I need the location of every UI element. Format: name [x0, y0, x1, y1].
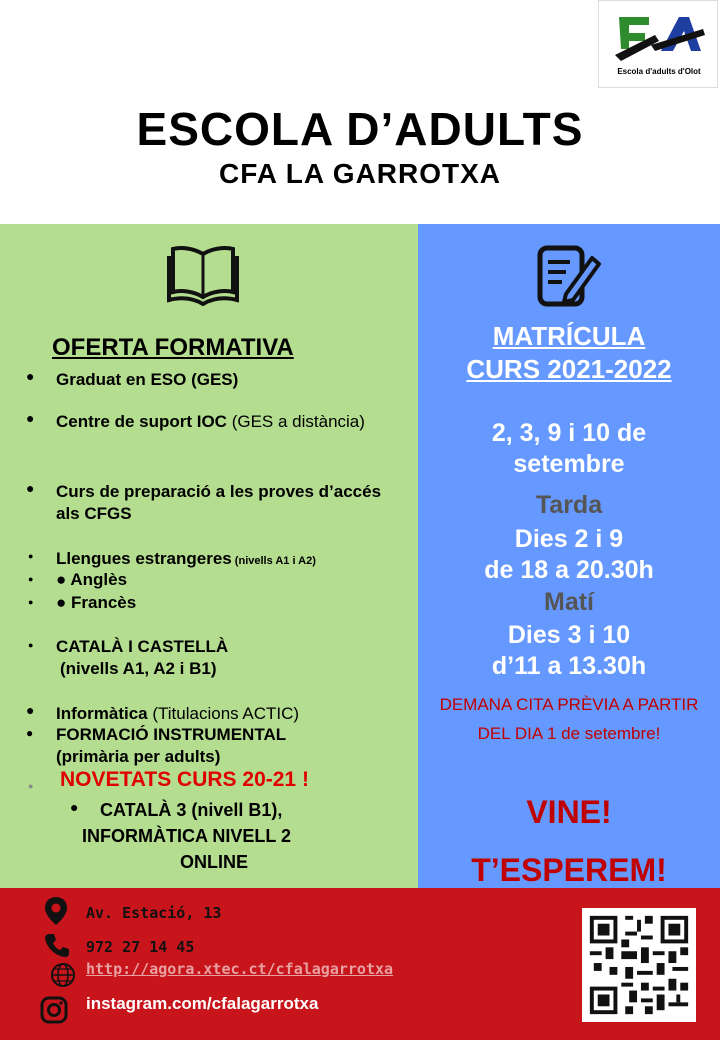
bullet-icon: ● [26, 726, 34, 740]
qr-code-icon [582, 908, 696, 1022]
offer-item: ● Francès [56, 593, 137, 612]
bullet-icon: ● [26, 410, 35, 426]
bullet-icon: ● [26, 368, 35, 384]
offer-item-detail: (nivells A1, A2 i B1) [60, 659, 217, 678]
news-line: ONLINE [180, 852, 249, 872]
appointment-notice: DEMANA CITA PRÈVIA A PARTIR DEL DIA 1 de setembre! [439, 695, 699, 743]
offer-item-detail: (primària per adults) [56, 747, 221, 766]
instagram-handle[interactable]: instagram.com/cfalagarrotxa [86, 994, 319, 1013]
bullet-icon: ● [28, 551, 34, 561]
bullet-icon: ● [26, 702, 35, 718]
afternoon-label: Tarda [535, 491, 603, 519]
school-logo [598, 0, 718, 88]
logo-caption: Escola d'adults d'Olot [617, 67, 701, 76]
offer-item: Graduat en ESO (GES) [56, 370, 239, 389]
offer-item: CATALÀ I CASTELLÀ [56, 637, 229, 656]
page-title: ESCOLA D’ADULTS [136, 103, 584, 155]
cta-come: VINE! [526, 794, 612, 830]
instagram-icon [40, 996, 68, 1024]
morning-label: Matí [544, 588, 594, 616]
bullet-icon: ● [28, 597, 34, 607]
offer-item: Informàtica (Titulacions ACTIC) [56, 704, 300, 723]
website-link[interactable]: http://agora.xtec.ct/cfalagarrotxa [86, 960, 394, 978]
offer-item: Llengues estrangeres (nivells A1 i A2) [56, 549, 316, 568]
offer-item: FORMACIÓ INSTRUMENTAL [56, 725, 287, 744]
open-book-icon [167, 244, 239, 306]
phone-text: 972 27 14 45 [86, 938, 195, 956]
bullet-icon: ● [28, 781, 34, 791]
contact-footer [0, 888, 720, 1040]
offer-title: OFERTA FORMATIVA [52, 334, 294, 361]
phone-icon [44, 932, 70, 958]
offer-item: Curs de preparació a les proves d’accés als CFGS [56, 482, 382, 523]
offer-item: Centre de suport IOC (GES a distància) [56, 412, 365, 431]
page-subtitle: CFA LA GARROTXA [218, 158, 502, 189]
news-title: NOVETATS CURS 20-21 ! [60, 768, 309, 791]
offer-panel [0, 224, 418, 888]
enrolment-dates: 2, 3, 9 i 10 de setembre [491, 419, 647, 478]
enrolment-title: MATRÍCULA CURS 2021-2022 [466, 321, 672, 384]
bullet-icon: ● [26, 480, 35, 496]
bullet-icon: ● [28, 640, 34, 650]
news-line: INFORMÀTICA NIVELL 2 [82, 826, 292, 846]
enrolment-panel [418, 224, 720, 888]
address-text: Av. Estació, 13 [86, 904, 222, 922]
news-line: CATALÀ 3 (nivell B1), [100, 800, 283, 820]
globe-icon [50, 962, 76, 988]
morning-schedule: Dies 3 i 10 d’11 a 13.30h [491, 621, 647, 680]
bullet-icon: ● [28, 574, 34, 584]
ea-logo-icon [611, 11, 707, 67]
bullet-icon: ● [70, 799, 79, 815]
cta-waiting: T’ESPEREM! [471, 852, 667, 888]
location-pin-icon [44, 896, 68, 926]
document-edit-icon [536, 242, 602, 312]
qr-code[interactable] [582, 908, 696, 1022]
afternoon-schedule: Dies 2 i 9 de 18 a 20.30h [484, 525, 654, 584]
offer-item: ● Anglès [56, 570, 128, 589]
